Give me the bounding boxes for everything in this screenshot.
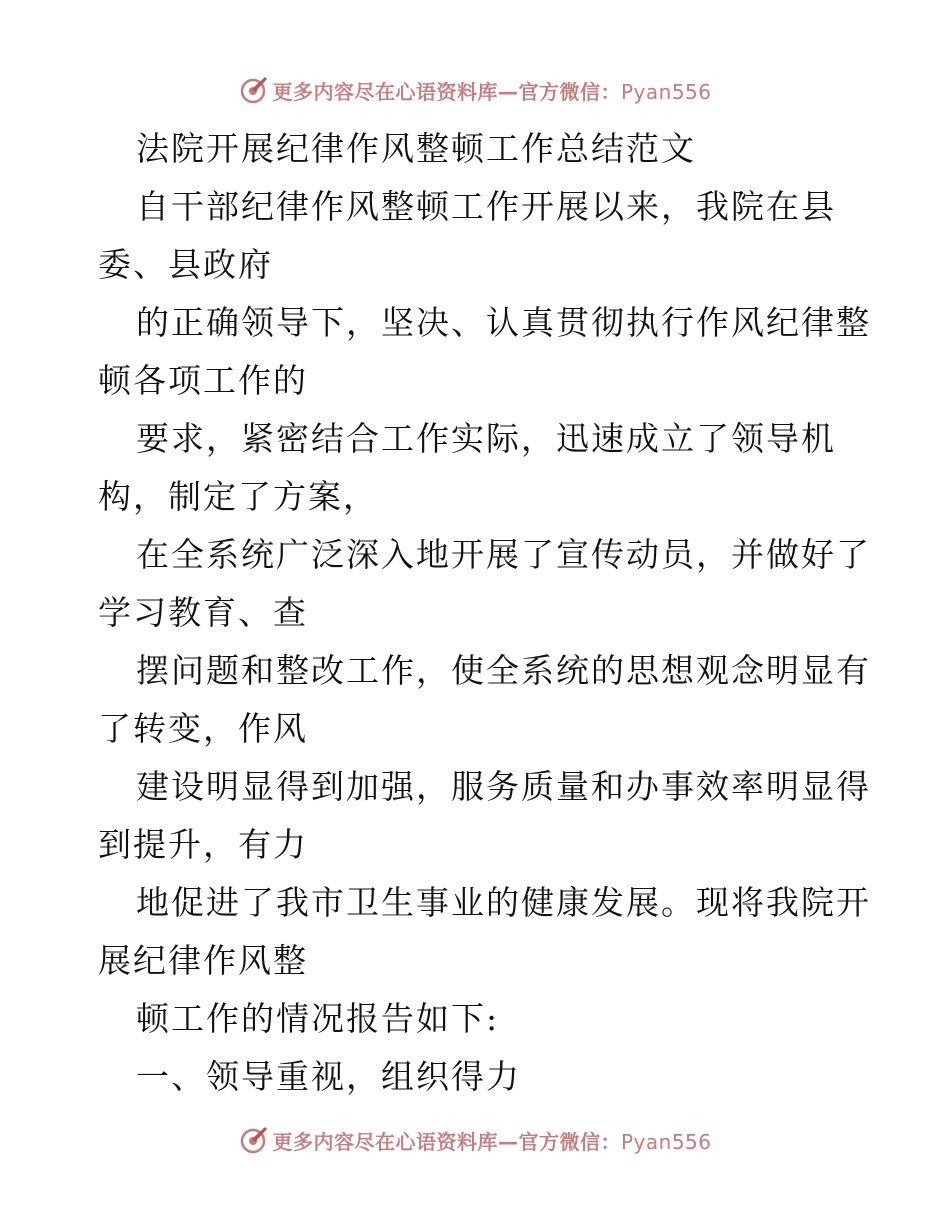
text-line: 展纪律作风整: [98, 941, 308, 980]
text-line: 的正确领导下，坚决、认真贯彻执行作风纪律整: [136, 303, 871, 342]
text-line: 法院开展纪律作风整顿工作总结范文: [136, 129, 696, 168]
text-line: 地促进了我市卫生事业的健康发展。现将我院开: [136, 883, 871, 922]
text-line: 一、领导重视，组织得力: [136, 1057, 521, 1096]
quill-seal-icon: [238, 1125, 268, 1155]
text-line: 了转变，作风: [98, 709, 308, 748]
header-watermark-banner: [0, 70, 950, 110]
text-line: 自干部纪律作风整顿工作开展以来，我院在县: [136, 187, 836, 226]
text-line: 摆问题和整改工作，使全系统的思想观念明显有: [136, 651, 871, 690]
document-body: [98, 120, 871, 1106]
text-line: 到提升，有力: [98, 825, 308, 864]
text-line: 建设明显得到加强，服务质量和办事效率明显得: [136, 767, 871, 806]
footer-watermark-banner: [0, 1120, 950, 1160]
text-line: 顿工作的情况报告如下:: [136, 999, 500, 1038]
text-line: 顿各项工作的: [98, 361, 308, 400]
quill-seal-icon: [238, 75, 268, 105]
watermark-text: 更多内容尽在心语资料库—官方微信：Pyan556: [272, 79, 712, 104]
text-line: 构，制定了方案，: [98, 477, 378, 516]
text-line: 委、县政府: [98, 245, 273, 284]
text-line: 在全系统广泛深入地开展了宣传动员，并做好了: [136, 535, 871, 574]
text-line: 学习教育、查: [98, 593, 308, 632]
watermark-text: 更多内容尽在心语资料库—官方微信：Pyan556: [272, 1129, 712, 1154]
text-line: 要求，紧密结合工作实际，迅速成立了领导机: [136, 419, 836, 458]
